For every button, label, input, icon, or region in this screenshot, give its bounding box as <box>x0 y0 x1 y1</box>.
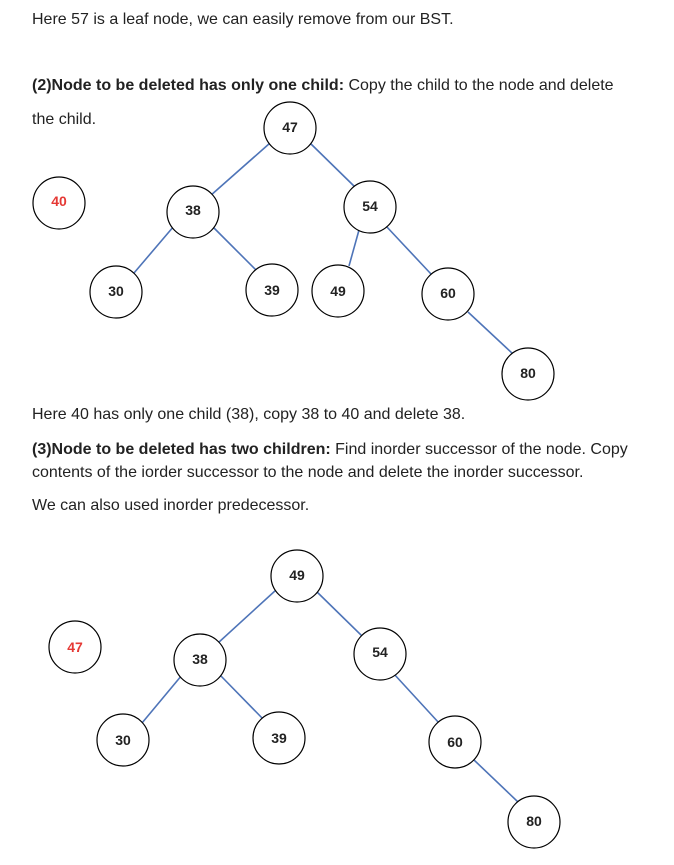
edge-60-80 <box>474 760 518 802</box>
case2-heading: (2)Node to be deleted has only one child: <box>32 77 345 94</box>
node-right-right-right-label: 80 <box>526 813 542 829</box>
edge-47-54 <box>310 143 356 188</box>
node-left-label: 38 <box>185 202 201 218</box>
case3-heading-line <box>32 440 628 460</box>
edge-54-60 <box>386 226 431 274</box>
edge-49-38 <box>218 590 276 643</box>
node-deleted-label: 40 <box>51 193 67 209</box>
case2-description-cont: the child. <box>32 111 97 128</box>
node-left-right-label: 39 <box>271 730 287 746</box>
edge-49-54 <box>315 590 362 636</box>
node-right-right-label: 60 <box>447 734 463 750</box>
node-right-right-right-label: 80 <box>520 365 536 381</box>
node-right-right-label: 60 <box>440 285 456 301</box>
edge-38-30 <box>134 226 174 273</box>
node-left-label: 38 <box>192 651 208 667</box>
leaf-node-sentence: Here 57 is a leaf node, we can easily remove from our BST. <box>32 11 454 28</box>
node-right-label: 54 <box>372 644 388 660</box>
edge-60-80 <box>468 312 513 354</box>
edge-38-30 <box>142 675 182 723</box>
node-right-left-label: 49 <box>330 283 346 299</box>
node-root-label: 49 <box>289 567 305 583</box>
edge-54-60 <box>394 674 439 723</box>
case3-description-cont: contents of the iorder successor to the node and delete the inorder successor. <box>32 464 584 481</box>
case3-note: We can also used inorder predecessor. <box>32 497 310 514</box>
node-left-right-label: 39 <box>264 282 280 298</box>
case2-heading-line <box>32 76 614 96</box>
node-root-label: 47 <box>282 119 298 135</box>
case3-description: Find inorder successor of the node. Copy <box>330 441 628 458</box>
node-right-label: 54 <box>362 198 378 214</box>
node-left-left-label: 30 <box>108 283 124 299</box>
tree-one-child-diagram <box>0 100 674 405</box>
node-left-left-label: 30 <box>115 732 131 748</box>
edge-38-39 <box>212 226 256 270</box>
tree-two-children-diagram <box>0 540 674 860</box>
node-deleted-label: 47 <box>67 639 83 655</box>
edge-47-38 <box>210 143 270 196</box>
edge-38-39 <box>220 675 264 720</box>
case3-heading: (3)Node to be deleted has two children: <box>32 441 331 458</box>
case2-description: Copy the child to the node and delete <box>344 77 614 94</box>
case2-explanation: Here 40 has only one child (38), copy 38 to 40 and delete 38. <box>32 406 466 423</box>
edge-54-49 <box>349 230 359 266</box>
